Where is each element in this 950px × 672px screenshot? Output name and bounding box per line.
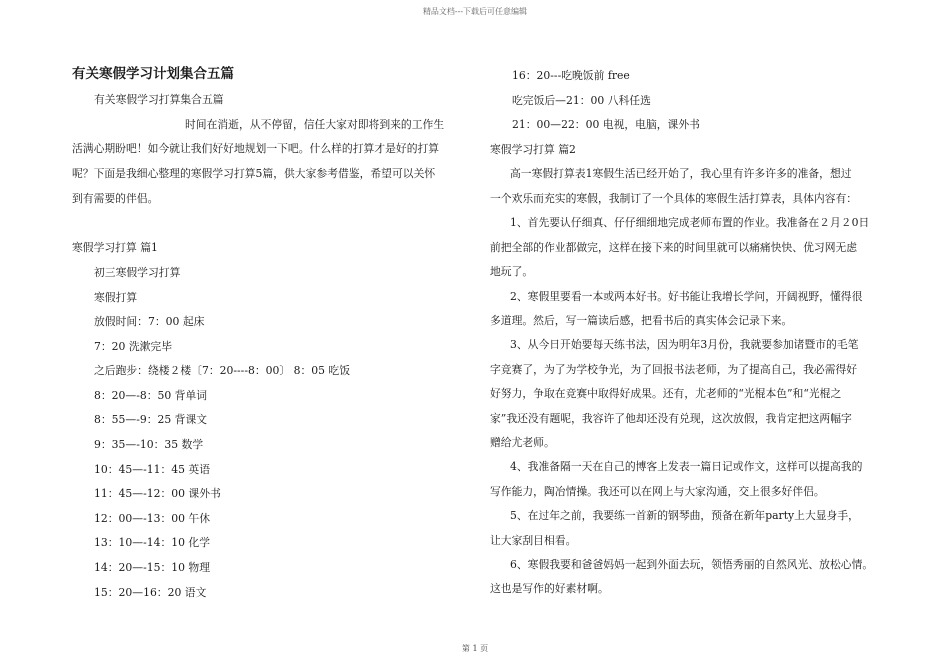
schedule-line: 16：20---吃晚饭前 free <box>512 69 630 82</box>
schedule-line: 8：20—-8：50 背单词 <box>94 388 208 402</box>
schedule-line: 吃完饭后—21：00 八科任选 <box>512 93 651 107</box>
body-line: 3、从今日开始要每天练书法，因为明年3月份，我就要参加诸暨市的毛笔 <box>510 338 859 352</box>
intro-line: 时间在消逝，从不停留，信任大家对即将到来的工作生 <box>185 117 445 131</box>
schedule-line: 10：45—-11：45 英语 <box>94 462 211 476</box>
section-2-body <box>490 162 880 601</box>
schedule-line: 9：35—-10：35 数学 <box>94 438 204 452</box>
schedule-line: 寒假打算 <box>94 290 138 304</box>
body-line: 前把全部的作业都做完，这样在接下来的时间里就可以痛痛快快、优习网无虑 <box>490 240 858 254</box>
body-line: 这也是写作的好素材啊。 <box>490 582 609 596</box>
body-line: 好努力，争取在竞赛中取得好成果。还有，尤老师的“光棍本色”和“光棍之 <box>490 387 842 401</box>
intro-line: 呢？下面是我细心整理的寒假学习打算5篇，供大家参考借鉴，希望可以关怀 <box>72 167 436 181</box>
schedule-line: 12：00—-13：00 午休 <box>94 511 211 525</box>
body-line: 写作能力，陶冶情操。我还可以在网上与大家沟通，交上很多好伴侣。 <box>490 484 825 498</box>
schedule-line: 21：00—22：00 电视，电脑，课外书 <box>512 118 700 132</box>
body-line: 一个欢乐而充实的寒假，我制订了一个具体的寒假生活打算表，具体内容有： <box>490 191 858 205</box>
body-line: 5、在过年之前，我要练一首新的钢琴曲，预备在新年party上大显身手， <box>510 509 859 523</box>
schedule-line: 13：10—-14：10 化学 <box>94 536 211 550</box>
body-line: 家”我还没有题呢，我容许了他却还没有兑现，这次放假，我肯定把这两幅字 <box>490 411 852 425</box>
section-1-title: 寒假学习打算 篇1 <box>72 241 158 255</box>
intro-paragraph <box>72 113 472 212</box>
body-line: 让大家刮目相看。 <box>490 533 577 547</box>
schedule-line: 初三寒假学习打算 <box>94 265 181 279</box>
body-line: 赠给尤老师。 <box>490 435 555 449</box>
body-line: 多道理。然后，写一篇读后感，把看书后的真实体会记录下来。 <box>490 313 793 327</box>
blank-line <box>72 212 472 237</box>
body-line: 6、寒假我要和爸爸妈妈一起到外面去玩，领悟秀丽的自然风光、放松心情。 <box>510 557 874 571</box>
body-line: 2、寒假里要看一本或两本好书。好书能让我增长学问，开阔视野，懂得很 <box>510 289 863 303</box>
body-line: 4、我准备隔一天在自己的博客上发表一篇日记或作文，这样可以提高我的 <box>510 460 863 474</box>
schedule-list <box>72 261 472 605</box>
section-2-title: 寒假学习打算 篇2 <box>490 142 576 156</box>
document-title: 有关寒假学习计划集合五篇 <box>72 66 234 82</box>
body-line: 地玩了。 <box>490 265 534 279</box>
intro-line: 到有需要的伴侣。 <box>72 191 159 205</box>
schedule-line: 7：20 洗漱完毕 <box>94 339 173 353</box>
schedule-line: 8：55—-9：25 背课文 <box>94 413 208 427</box>
body-line: 高一寒假打算表1寒假生活已经开始了，我心里有许多许多的准备，想过 <box>510 167 852 181</box>
schedule-line: 之后跑步：绕楼２楼〔7：20----8：00〕 8：05 吃饭 <box>94 364 351 378</box>
schedule-line: 14：20—-15：10 物理 <box>94 561 211 575</box>
intro-line: 活满心期盼吧！如今就让我们好好地规划一下吧。什么样的打算才是好的打算 <box>72 142 440 156</box>
page-number: 第 1 页 <box>461 644 489 653</box>
body-line: 字竞赛了，为了为学校争光，为了回报书法老师，为了提高自己，我必需得好 <box>490 362 858 376</box>
body-line: 1、首先要认仔细真、仔仔细细地完成老师布置的作业。我准备在２月２0日 <box>510 216 870 230</box>
right-column <box>490 64 880 602</box>
left-column <box>72 64 472 605</box>
schedule-line: 11：45—-12：00 课外书 <box>94 487 221 501</box>
document-subtitle: 有关寒假学习打算集合五篇 <box>94 93 224 106</box>
schedule-continued <box>490 64 880 138</box>
schedule-line: 放假时间：7：00 起床 <box>94 315 205 329</box>
page-header: 精品文档---下载后可任意编辑 <box>422 7 528 16</box>
schedule-line: 15：20—16：20 语文 <box>94 585 207 599</box>
